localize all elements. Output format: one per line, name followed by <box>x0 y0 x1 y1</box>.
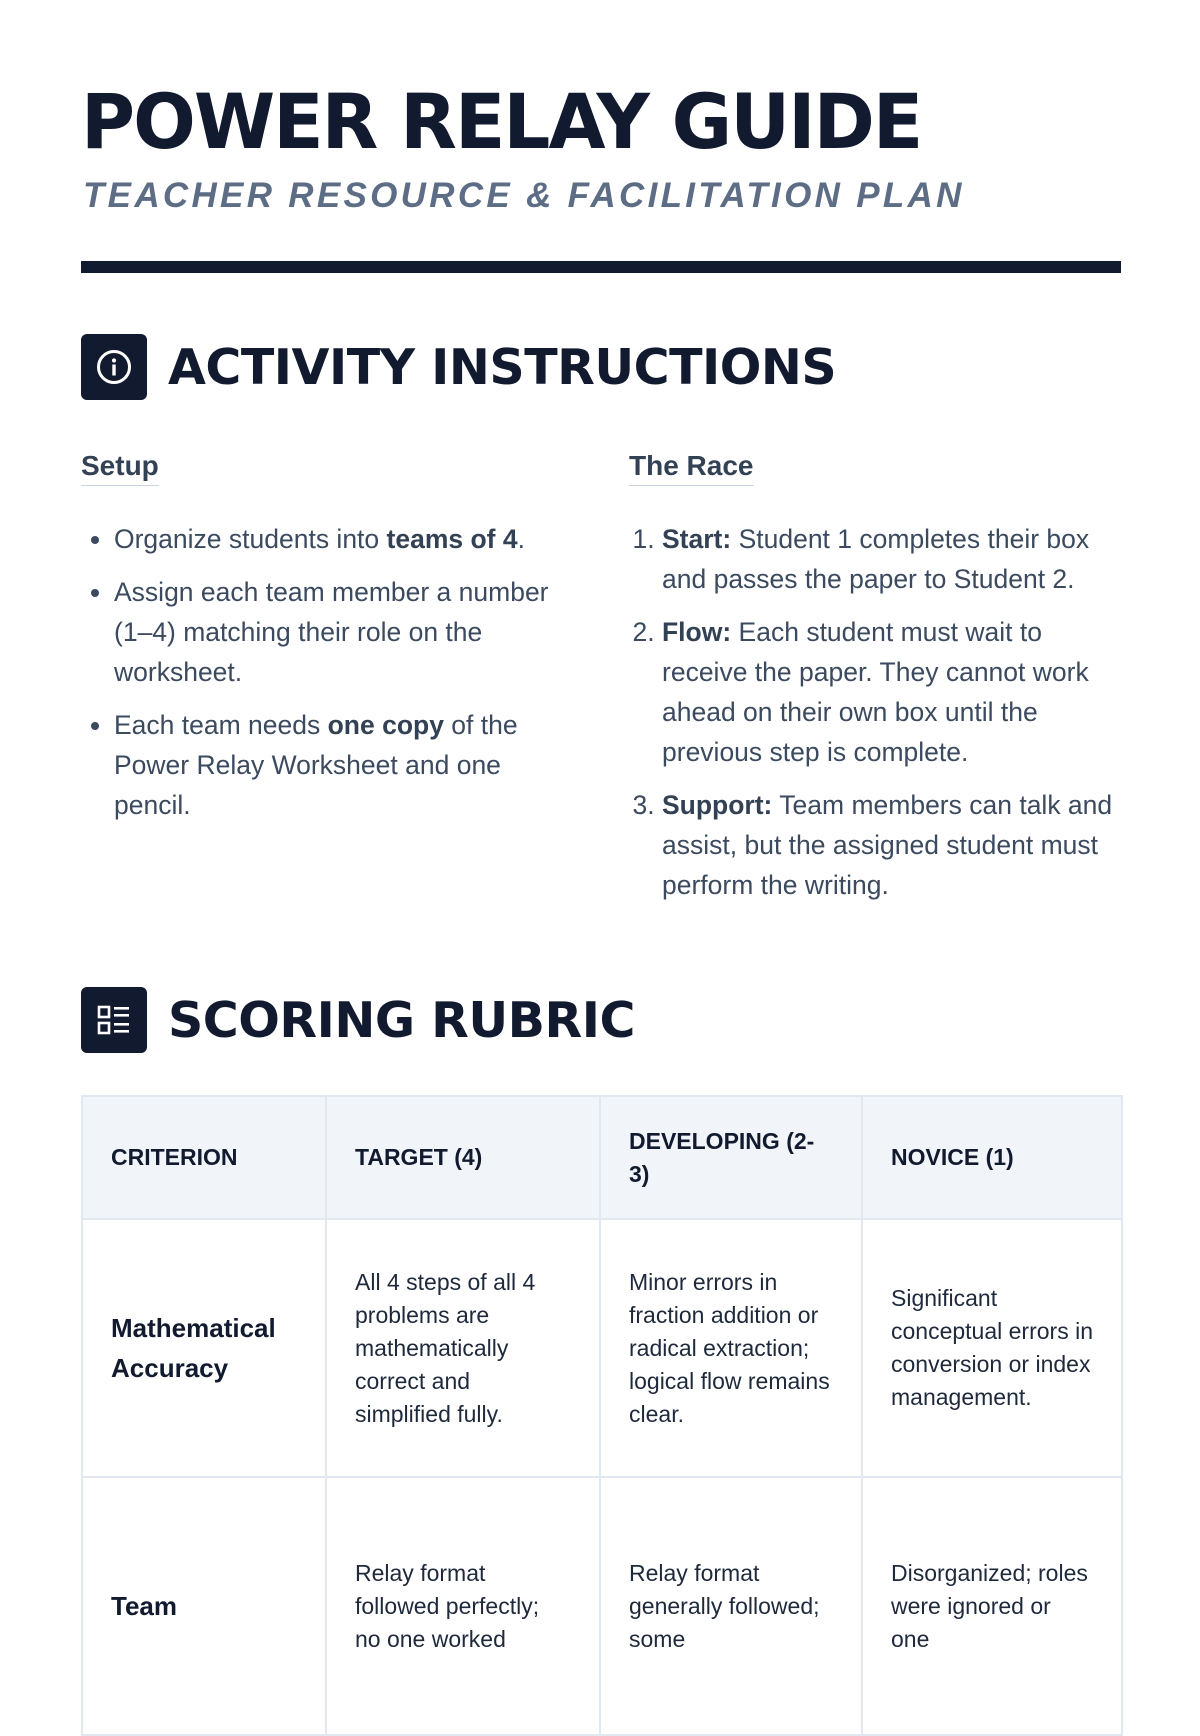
novice-cell: Disorganized; roles were ignored or one <box>862 1477 1122 1735</box>
table-header-row <box>82 1096 1122 1219</box>
target-cell: Relay format followed perfectly; no one worked <box>326 1477 600 1735</box>
column-header: CRITERION <box>82 1096 326 1219</box>
target-cell: All 4 steps of all 4 problems are mathematically correct and simplified fully. <box>326 1219 600 1477</box>
race-steps <box>629 519 1121 905</box>
developing-cell: Minor errors in fraction addition or radical extraction; logical flow remains clear. <box>600 1219 862 1477</box>
info-icon <box>81 334 147 400</box>
list-item: • Assign each team member a number (1–4) matching their role on the worksheet. <box>114 572 561 692</box>
setup-column <box>81 450 561 838</box>
list-item: 1. Start: Student 1 completes their box and passes the paper to Student 2. <box>662 519 1121 599</box>
setup-list <box>81 519 561 825</box>
novice-cell: Significant conceptual errors in conversion or index management. <box>862 1219 1122 1477</box>
list-icon <box>81 987 147 1053</box>
table-row <box>82 1219 1122 1477</box>
instructions-section-header <box>81 334 836 400</box>
header-divider <box>81 261 1121 273</box>
race-column <box>629 450 1121 918</box>
race-heading: The Race <box>629 450 754 486</box>
developing-cell: Relay format generally followed; some <box>600 1477 862 1735</box>
criterion-cell: Mathematical Accuracy <box>82 1219 326 1477</box>
scoring-rubric-table <box>81 1095 1123 1736</box>
list-item: • Each team needs one copy of the Power Relay Worksheet and one pencil. <box>114 705 561 825</box>
rubric-section-header <box>81 987 635 1053</box>
column-header: DEVELOPING (2-3) <box>600 1096 862 1219</box>
list-item: 2. Flow: Each student must wait to receive the paper. They cannot work ahead on their own box until the previous step is complete. <box>662 612 1121 772</box>
column-header: NOVICE (1) <box>862 1096 1122 1219</box>
setup-heading: Setup <box>81 450 159 486</box>
page-title: POWER RELAY GUIDE <box>81 77 922 166</box>
instructions-heading: ACTIVITY INSTRUCTIONS <box>168 338 837 396</box>
column-header: TARGET (4) <box>326 1096 600 1219</box>
rubric-heading: SCORING RUBRIC <box>168 991 635 1049</box>
page-subtitle: TEACHER RESOURCE & FACILITATION PLAN <box>83 176 965 215</box>
list-item: • Organize students into teams of 4. <box>114 519 561 559</box>
table-row <box>82 1477 1122 1735</box>
list-item: 3. Support: Team members can talk and assist, but the assigned student must perform the writing. <box>662 785 1121 905</box>
criterion-cell: Team <box>82 1477 326 1735</box>
